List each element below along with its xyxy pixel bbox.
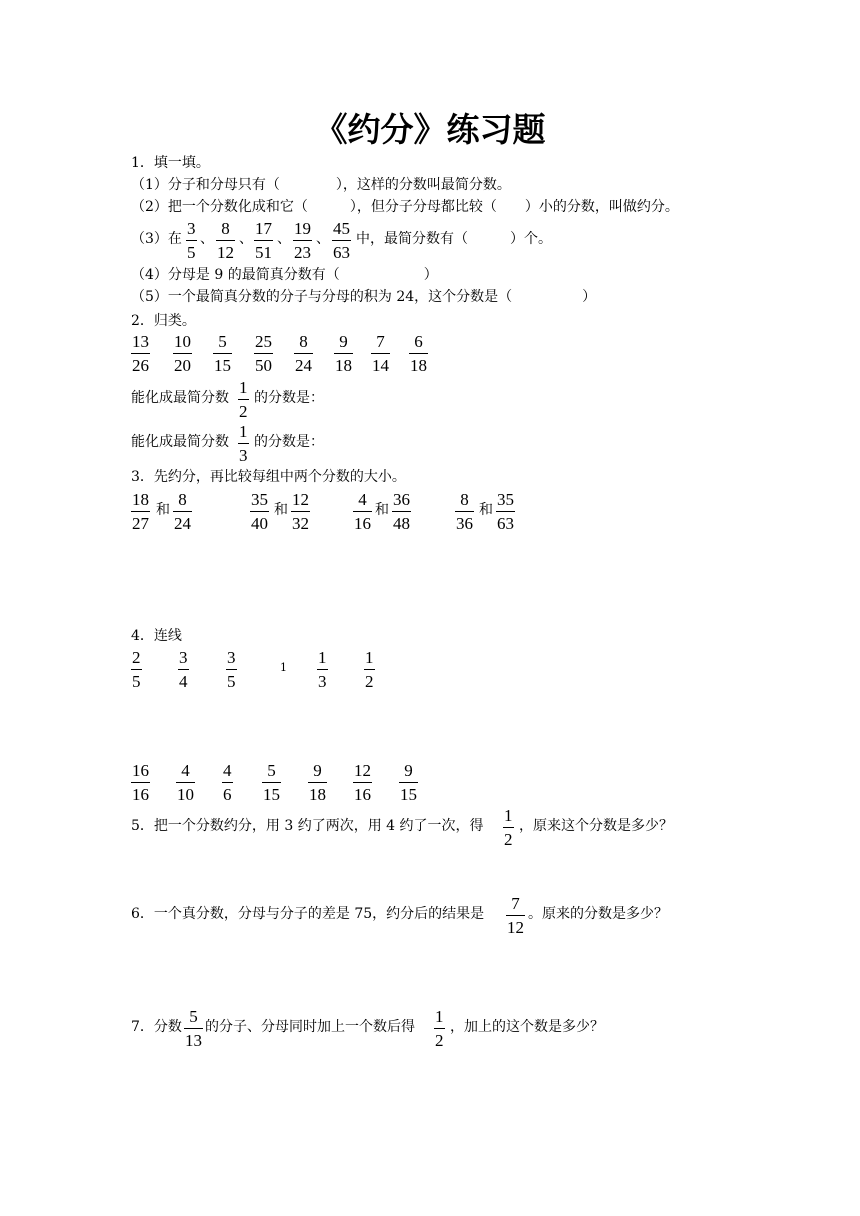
q3-heading: 3．先约分，再比较每组中两个分数的大小。: [131, 469, 406, 485]
q4-heading: 4．连线: [131, 628, 182, 644]
fraction: 1 2: [365, 648, 374, 691]
fraction: 8 12: [217, 219, 234, 262]
q1-line-4: （4）分母是 9 的最简真分数有（ ）: [131, 267, 438, 283]
q6-suffix: 。原来的分数是多少？: [528, 906, 668, 922]
fraction: 18 27: [132, 490, 149, 533]
q2-half-prefix: 能化成最简分数: [131, 390, 229, 406]
fraction: 12 32: [292, 490, 309, 533]
fraction: 36 48: [393, 490, 410, 533]
fraction: 16 16: [132, 761, 149, 804]
q1-heading: 1．填一填。: [131, 155, 210, 171]
fraction: 7 14: [372, 332, 389, 375]
q1-line-3-suffix: 中，最简分数有（ ）个。: [356, 231, 552, 247]
fraction: 25 50: [255, 332, 272, 375]
fraction: 1 2: [435, 1007, 444, 1050]
and-word: 和: [479, 502, 493, 518]
fraction: 9 18: [309, 761, 326, 804]
q7-prefix: 7．分数: [131, 1019, 182, 1035]
fraction: 1 3: [239, 422, 248, 465]
fraction: 13 26: [132, 332, 149, 375]
q2-third-prefix: 能化成最简分数: [131, 434, 229, 450]
fraction: 4 10: [177, 761, 194, 804]
fraction: 8 36: [456, 490, 473, 533]
fraction: 1 3: [318, 648, 327, 691]
fraction: 5 13: [185, 1007, 202, 1050]
fraction: 2 5: [132, 648, 141, 691]
single-number: 1: [280, 661, 287, 674]
q2-half-suffix: 的分数是：: [254, 390, 324, 406]
fraction: 10 20: [174, 332, 191, 375]
separator: 、: [277, 231, 291, 247]
fraction: 5 15: [214, 332, 231, 375]
fraction: 8 24: [295, 332, 312, 375]
fraction: 3 5: [187, 219, 196, 262]
q2-third-suffix: 的分数是：: [254, 434, 324, 450]
fraction: 4 6: [223, 761, 232, 804]
fraction: 12 16: [354, 761, 371, 804]
fraction: 3 5: [227, 648, 236, 691]
page-title: 《约分》练习题: [314, 110, 546, 149]
separator: 、: [239, 231, 253, 247]
and-word: 和: [274, 502, 288, 518]
separator: 、: [200, 231, 214, 247]
fraction: 1 2: [239, 378, 248, 421]
q1-line-2: （2）把一个分数化成和它（ ），但分子分母都比较（ ）小的分数，叫做约分。: [131, 199, 679, 215]
fraction: 9 15: [400, 761, 417, 804]
fraction: 1 2: [504, 806, 513, 849]
fraction: 45 63: [333, 219, 350, 262]
fraction: 5 15: [263, 761, 280, 804]
fraction: 35 40: [251, 490, 268, 533]
fraction: 8 24: [174, 490, 191, 533]
fraction: 6 18: [410, 332, 427, 375]
and-word: 和: [375, 502, 389, 518]
q5-prefix: 5．把一个分数约分，用 3 约了两次，用 4 约了一次，得: [131, 818, 484, 834]
fraction: 4 16: [354, 490, 371, 533]
q2-heading: 2．归类。: [131, 313, 196, 329]
fraction: 35 63: [497, 490, 514, 533]
q1-line-3-prefix: （3）在: [131, 231, 182, 247]
fraction: 17 51: [255, 219, 272, 262]
q1-line-5: （5）一个最简真分数的分子与分母的积为 24，这个分数是（ ）: [131, 289, 597, 305]
separator: 、: [316, 231, 330, 247]
fraction: 19 23: [294, 219, 311, 262]
fraction: 7 12: [507, 894, 524, 937]
q7-mid: 的分子、分母同时加上一个数后得: [205, 1019, 415, 1035]
fraction: 9 18: [335, 332, 352, 375]
and-word: 和: [156, 502, 170, 518]
q5-suffix: ，原来这个分数是多少？: [519, 818, 673, 834]
q7-suffix: ，加上的这个数是多少？: [450, 1019, 604, 1035]
q6-prefix: 6．一个真分数，分母与分子的差是 75，约分后的结果是: [131, 906, 485, 922]
fraction: 3 4: [179, 648, 188, 691]
q1-line-1: （1）分子和分母只有（ ），这样的分数叫最简分数。: [131, 177, 511, 193]
